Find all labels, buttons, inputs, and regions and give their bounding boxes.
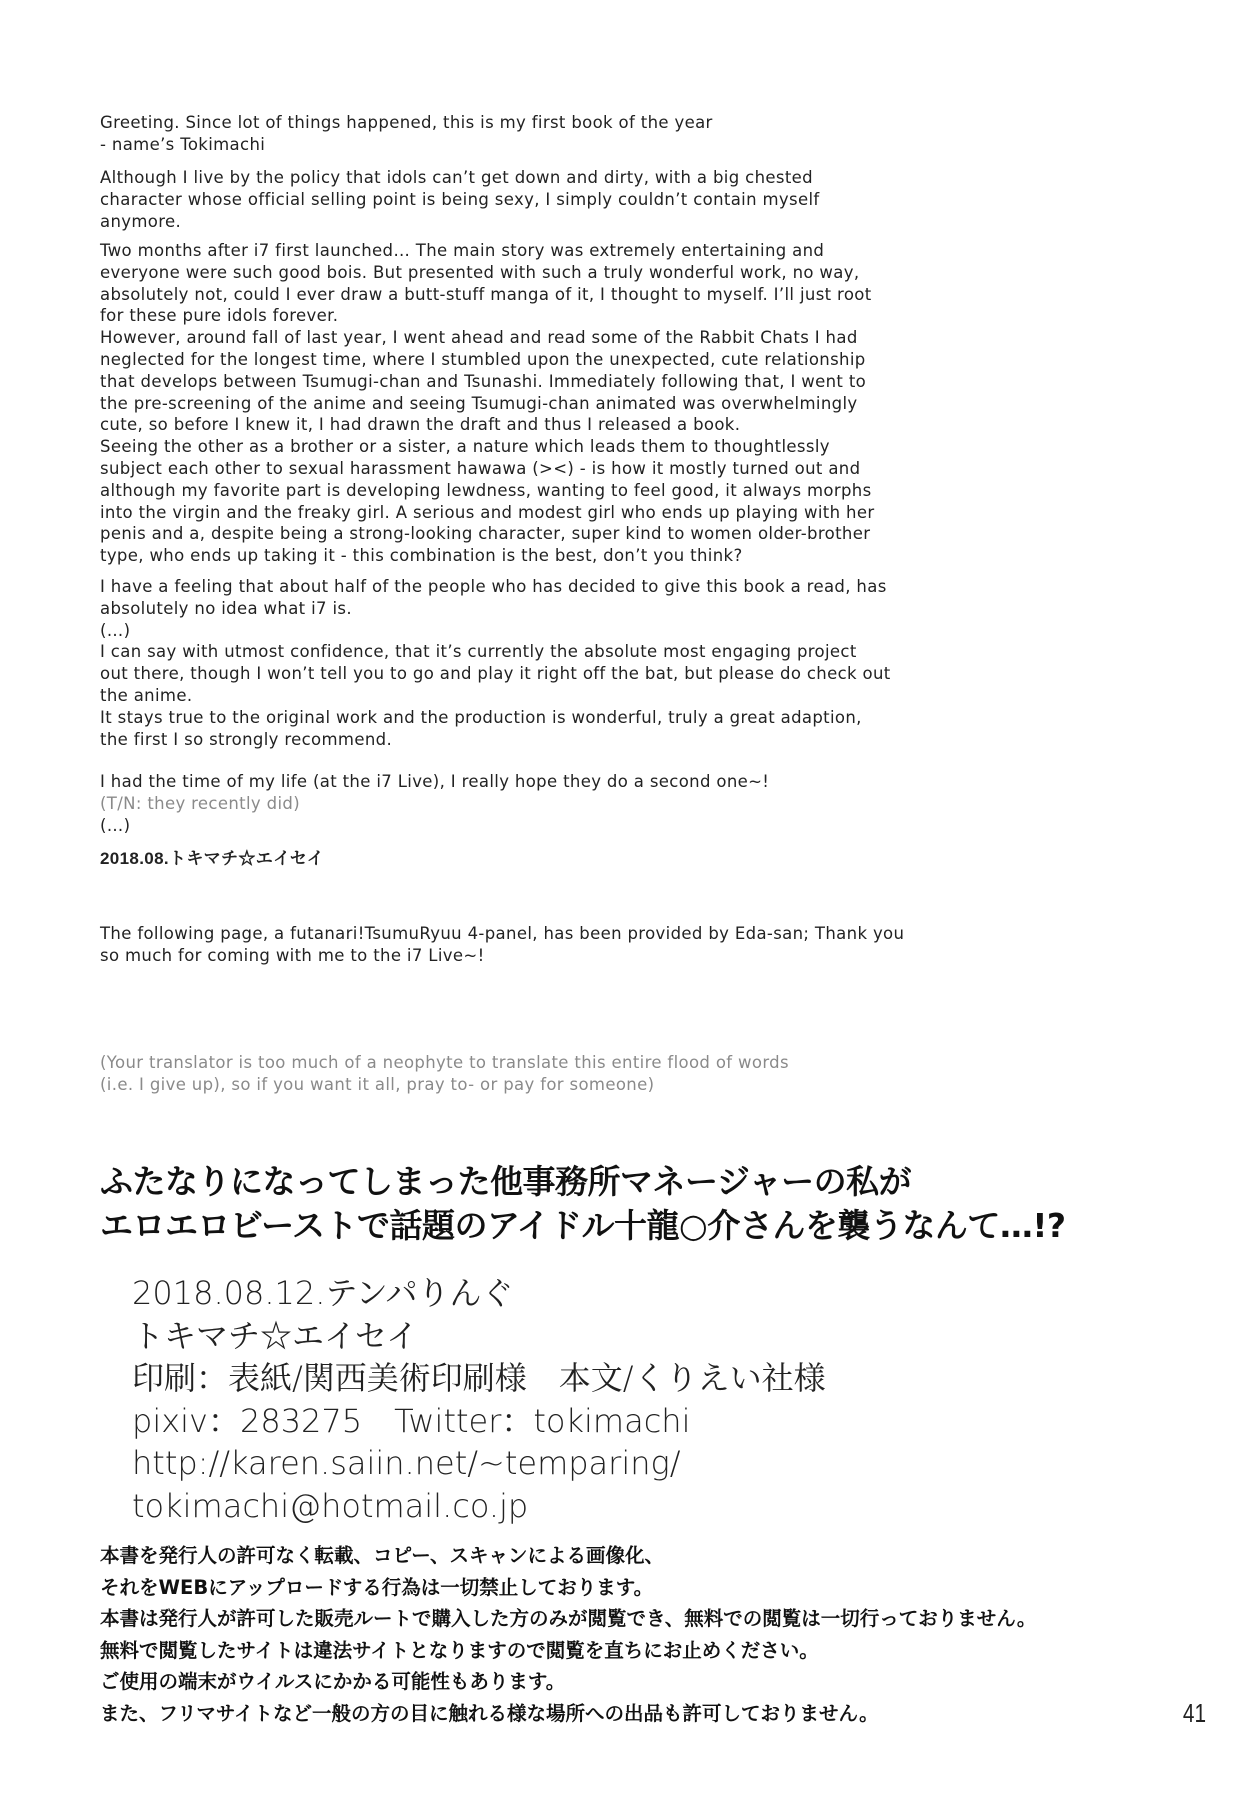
- text-line: neglected for the longest time, where I stumbled upon the unexpected, cute relationship: [100, 349, 866, 369]
- text-line: 印刷：表紙/関西美術印刷様 本文/くりえい社様: [132, 1359, 826, 1398]
- text-line: ふたなりになってしまった他事務所マネージャーの私が: [100, 1162, 912, 1201]
- text-line: http://karen.saiin.net/~temparing/: [132, 1444, 681, 1483]
- text-line: ご使用の端末がウイルスにかかる可能性もあります。: [100, 1670, 566, 1694]
- text-line: (T/N: they recently did): [100, 793, 300, 813]
- text-line: 2018.08.12.テンパりんぐ: [132, 1274, 514, 1312]
- policy-paragraph: [100, 167, 820, 232]
- text-line: so much for coming with me to the i7 Live~!: [100, 945, 485, 965]
- page-number: 41: [1182, 1698, 1207, 1728]
- greeting-paragraph: [100, 112, 713, 156]
- text-line: the first I so strongly recommend.: [100, 729, 393, 749]
- text-line: pixiv：283275 Twitter：tokimachi: [132, 1401, 691, 1440]
- text-line: for these pure idols forever.: [100, 306, 339, 326]
- text-line: I can say with utmost confidence, that it’s currently the absolute most engaging project: [100, 642, 857, 662]
- text-line: out there, though I won’t tell you to go and play it right off the bat, but please do check out: [100, 664, 891, 684]
- text-line: I had the time of my life (at the i7 Live), I really hope they do a second one~!: [100, 772, 770, 791]
- text-line: Greeting. Since lot of things happened, this is my first book of the year: [100, 113, 713, 132]
- text-line: into the virgin and the freaky girl. A serious and modest girl who ends up playing with her: [100, 502, 875, 522]
- text-line: the pre-screening of the anime and seeing Tsumugi-chan animated was overwhelmingly: [100, 393, 858, 413]
- text-line: subject each other to sexual harassment hawawa (><) - is how it mostly turned out and: [100, 458, 861, 478]
- copyright-notice: [100, 1540, 1036, 1730]
- text-line: 本書を発行人の許可なく転載、コピー、スキャンによる画像化、: [100, 1544, 664, 1567]
- text-line: tokimachi@hotmail.co.jp: [132, 1486, 529, 1525]
- text-line: type, who ends up taking it - this combination is the best, don’t you think?: [100, 546, 743, 566]
- text-line: 本書は発行人が許可した販売ルートで購入した方のみが閲覧でき、無料での閲覧は一切行っておりません。: [100, 1607, 1037, 1631]
- text-line: (i.e. I give up), so if you want it all, pray to- or pay for someone): [100, 1074, 655, 1094]
- translator-note: [100, 1052, 789, 1096]
- text-line: the anime.: [100, 685, 193, 705]
- recommendation-paragraph: [100, 576, 891, 750]
- following-page-note: [100, 923, 904, 967]
- text-line: penis and a, despite being a strong-looking character, super kind to women older-brother: [100, 524, 871, 544]
- text-line: although my favorite part is developing lewdness, wanting to feel good, it always morphs: [100, 480, 872, 500]
- text-line: It stays true to the original work and the production is wonderful, truly a great adaption,: [100, 707, 862, 727]
- book-title: [100, 1160, 1066, 1248]
- signature: 2018.08.トキマチ☆エイセイ: [100, 849, 325, 868]
- text-line: また、フリマサイトなど一般の方の目に触れる様な場所への出品も許可しておりません。: [100, 1701, 879, 1725]
- text-line: (…): [100, 620, 131, 640]
- text-line: - name’s Tokimachi: [100, 134, 266, 154]
- text-line: I have a feeling that about half of the people who has decided to give this book a read, has: [100, 577, 887, 596]
- text-line: that develops between Tsumugi-chan and Tsunashi. Immediately following that, I went to: [100, 371, 867, 391]
- text-line: absolutely no idea what i7 is.: [100, 598, 352, 618]
- text-line: absolutely not, could I ever draw a butt-stuff manga of it, I thought to myself. I’ll just root: [100, 284, 872, 304]
- story-paragraph: [100, 240, 874, 567]
- text-line: However, around fall of last year, I went ahead and read some of the Rabbit Chats I had: [100, 328, 858, 348]
- text-line: character whose official selling point is being sexy, I simply couldn’t contain myself: [100, 189, 820, 209]
- text-line: (…): [100, 815, 131, 835]
- text-line: それをWEBにアップロードする行為は一切禁止しております。: [100, 1575, 654, 1599]
- text-line: anymore.: [100, 211, 182, 231]
- text-line: エロエロビーストで話題のアイドル十龍○介さんを襲うなんて…!?: [100, 1206, 1066, 1245]
- text-line: 無料で閲覧したサイトは違法サイトとなりますので閲覧を直ちにお止めください。: [100, 1638, 819, 1662]
- text-line: cute, so before I knew it, I had drawn the draft and thus I released a book.: [100, 415, 741, 435]
- text-line: Seeing the other as a brother or a sister, a nature which leads them to thoughtlessly: [100, 437, 830, 457]
- text-line: トキマチ☆エイセイ: [132, 1316, 419, 1355]
- text-line: Although I live by the policy that idols can’t get down and dirty, with a big chested: [100, 168, 813, 187]
- text-line: The following page, a futanari!TsumuRyuu 4-panel, has been provided by Eda-san; Thank you: [100, 924, 905, 943]
- text-line: Two months after i7 first launched… The main story was extremely entertaining and: [100, 241, 825, 260]
- text-line: (Your translator is too much of a neophyte to translate this entire flood of words: [100, 1053, 789, 1072]
- live-paragraph: [100, 771, 769, 836]
- colophon-info: [132, 1272, 826, 1528]
- text-line: everyone were such good bois. But presented with such a truly wonderful work, no way,: [100, 262, 860, 282]
